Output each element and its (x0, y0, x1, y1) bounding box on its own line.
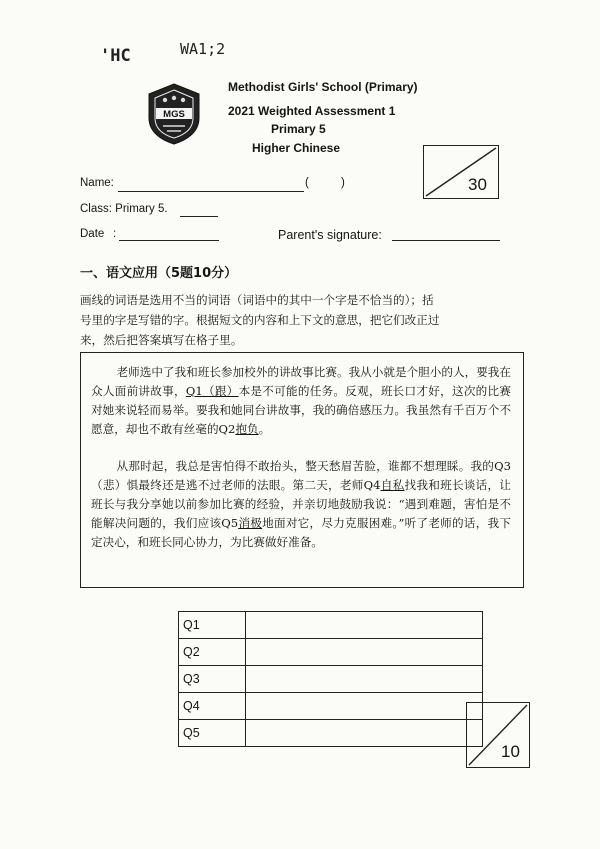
section-title: 一、语文应用（5题10分） (80, 266, 238, 281)
parent-signature-line[interactable] (392, 240, 500, 241)
date-label: Date (80, 228, 105, 240)
answer-cell-q5[interactable] (246, 720, 483, 747)
passage-box (80, 352, 524, 588)
date-line[interactable] (119, 240, 219, 241)
passage-text: 从那时起，我总是害怕得不敢抬头，整天愁眉苦脸，谁都不想理睬。我的 (116, 459, 495, 473)
passage-text: 惧最终还是逃不过老师的法眼。第二天，老师 (126, 478, 364, 492)
q4-word: 自私 (380, 478, 405, 492)
section-score-box (466, 702, 530, 768)
passage-text: 老师选中了我和班长参加校外的讲故事比赛。我从小就是个胆小的人，要我在众人面前讲故事， (91, 365, 511, 398)
q2-label: Q2 (218, 422, 236, 436)
register-paren-open: ( (305, 177, 309, 189)
instruction-line-2: 号里的字是写错的字。根据短文的内容和上下文的意思，把它们改正过 (80, 313, 440, 327)
answer-row (179, 639, 483, 666)
q5-word: 消极 (238, 516, 263, 530)
answer-row (179, 666, 483, 693)
school-logo (143, 80, 205, 146)
assessment-title: 2021 Weighted Assessment 1 (228, 104, 396, 118)
class-label: Class: Primary 5. (80, 203, 168, 215)
handwritten-mark-wa: WA1;2 (180, 40, 226, 58)
passage-text: 地面对它，尽力克服困难。”听了老师的话，我下定决心，和班长同心协力，为比赛做好准备。 (91, 516, 511, 549)
register-paren-close: ) (341, 177, 345, 189)
passage-text: 。 (258, 422, 271, 436)
q1-marker: Q1（跟） (185, 384, 239, 398)
answer-label: Q1 (179, 612, 246, 639)
handwritten-mark-hc: 'HC (100, 46, 131, 66)
total-score-max: 30 (468, 175, 487, 194)
passage-text: 本是不可能的任务。反观，班长口才好，这次的比赛对她来说轻而易举。要我和她同台讲故事，我的确倍感压力。我虽然有千百万个不愿意，却也不敢有丝毫的 (91, 384, 511, 436)
passage-paragraph-1 (91, 363, 511, 439)
answer-cell-q1[interactable] (246, 612, 483, 639)
q4-label: Q4 (363, 478, 381, 492)
class-line[interactable] (180, 216, 218, 217)
date-colon: : (113, 228, 117, 240)
total-score-box (423, 145, 499, 199)
name-label: Name: (80, 177, 114, 189)
parent-signature-label: Parent's signature: (278, 228, 382, 242)
answer-cell-q4[interactable] (246, 693, 483, 720)
answer-label: Q2 (179, 639, 246, 666)
section-score-max: 10 (501, 742, 520, 761)
logo-text: MGS (163, 109, 185, 120)
answer-row (179, 720, 483, 747)
answer-label: Q4 (179, 693, 246, 720)
answer-row (179, 693, 483, 720)
level-title: Primary 5 (271, 122, 326, 136)
instruction-line-1: 画线的词语是选用不当的词语（词语中的其中一个字是不恰当的）；括 (80, 293, 434, 307)
q5-label: Q5 (221, 516, 239, 530)
passage-text: 找我和班长谈话，让班长与我分享她以前参加比赛的经验，并亲切地鼓励我说：“遇到难题，害怕是不能解决问题的，我们应该 (91, 478, 511, 530)
answer-label: Q5 (179, 720, 246, 747)
passage-paragraph-2 (91, 457, 511, 552)
answer-label: Q3 (179, 666, 246, 693)
answer-table (178, 611, 483, 747)
q3-marker: Q3（悲） (91, 459, 511, 492)
q2-word: 抱负 (235, 422, 259, 436)
name-line[interactable] (118, 191, 304, 192)
answer-row (179, 612, 483, 639)
school-name: Methodist Girls' School (Primary) (228, 80, 418, 94)
subject-title: Higher Chinese (252, 141, 341, 155)
answer-cell-q2[interactable] (246, 639, 483, 666)
instruction-line-3: 来，然后把答案填写在格子里。 (80, 333, 243, 347)
answer-cell-q3[interactable] (246, 666, 483, 693)
